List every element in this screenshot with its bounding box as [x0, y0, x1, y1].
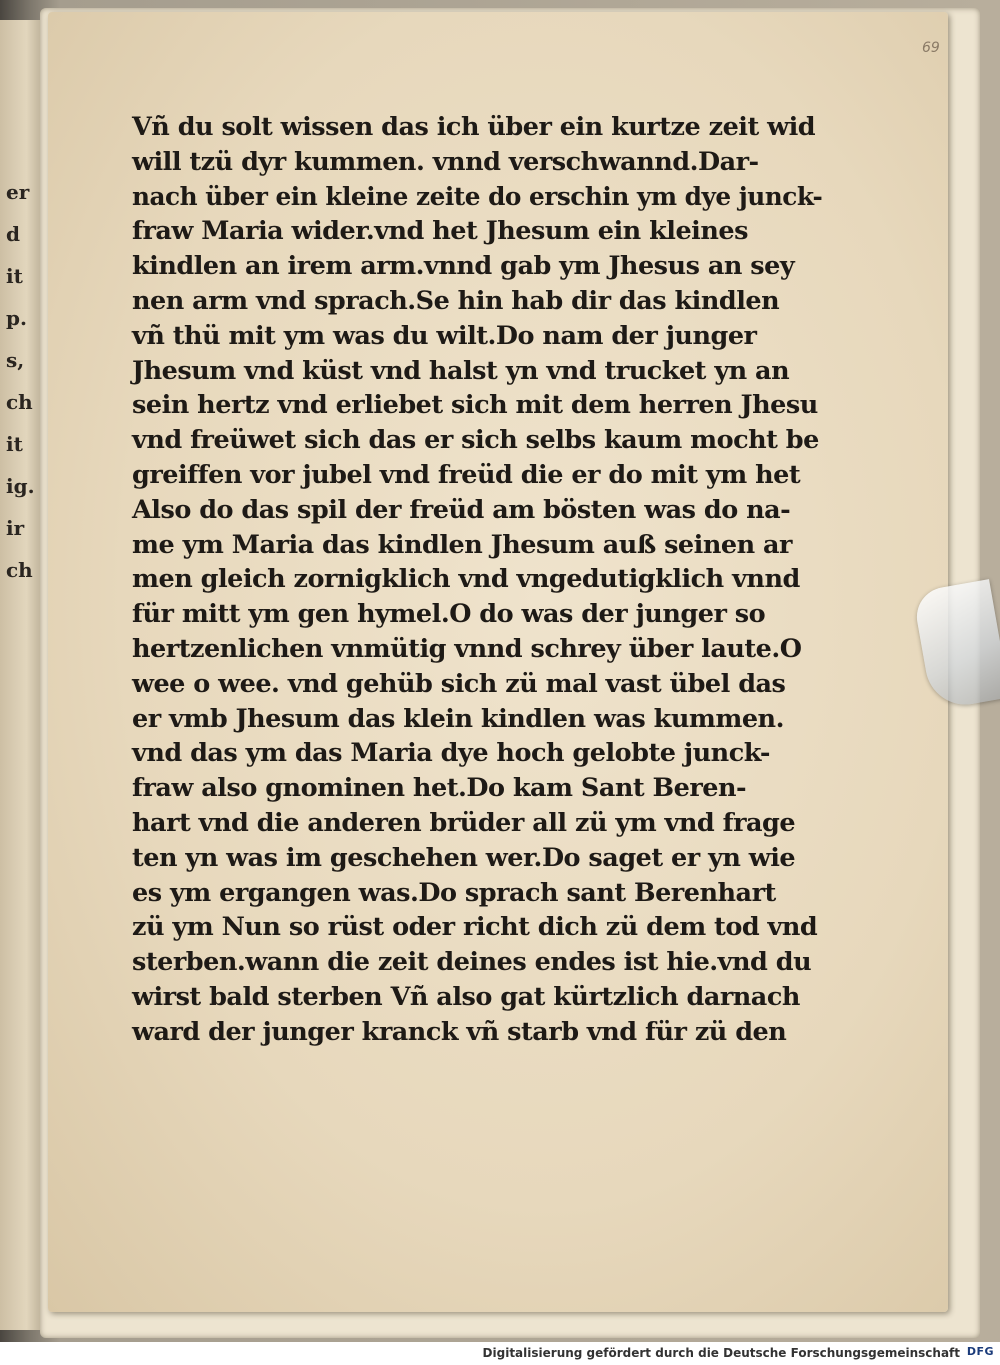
- dfg-logo: DFG: [966, 1345, 994, 1358]
- page-text: [132, 110, 822, 1050]
- text-line: vñ thü mit ym was du wilt.Do nam der junger: [132, 320, 757, 351]
- left-page-fragment: ch: [6, 558, 33, 582]
- text-line: Also do das spil der freüd am bösten was do na-: [132, 494, 791, 525]
- text-line: kindlen an irem arm.vnnd gab ym Jhesus an sey: [132, 251, 795, 282]
- text-line: greiffen vor jubel vnd freüd die er do mit ym het: [132, 459, 801, 490]
- text-line: nach über ein kleine zeite do erschin ym dye junck-: [132, 181, 823, 212]
- left-page-fragment: ig.: [6, 474, 35, 498]
- text-line: er vmb Jhesum das klein kindlen was kummen.: [132, 703, 784, 734]
- text-line: zü ym Nun so rüst oder richt dich zü dem tod vnd: [132, 912, 818, 943]
- funding-credit: Digitalisierung gefördert durch die Deutsche Forschungsgemeinschaft: [482, 1346, 960, 1360]
- folio-number: 69: [922, 40, 940, 56]
- text-line: nen arm vnd sprach.Se hin hab dir das kindlen: [132, 285, 780, 316]
- digitization-footer: [0, 1342, 1000, 1365]
- left-page-fragment: p.: [6, 306, 27, 330]
- text-line: sein hertz vnd erliebet sich mit dem herren Jhesu: [132, 390, 818, 421]
- left-page-fragment: d: [6, 222, 20, 246]
- left-page-fragment: it: [6, 432, 23, 456]
- text-line: fraw Maria wider.vnd het Jhesum ein kleines: [132, 216, 748, 247]
- text-line: vnd freüwet sich das er sich selbs kaum mocht be: [132, 425, 819, 456]
- left-page-fragment: ch: [6, 390, 33, 414]
- text-line: Vñ du solt wissen das ich über ein kurtze zeit wid: [132, 112, 816, 142]
- left-page-fragment: it: [6, 264, 23, 288]
- text-line: will tzü dyr kummen. vnnd verschwannd.Dar-: [132, 146, 759, 177]
- text-line: es ym ergangen was.Do sprach sant Berenhart: [132, 877, 776, 908]
- left-page-fragment: s,: [6, 348, 25, 372]
- text-line: wee o wee. vnd gehüb sich zü mal vast übel das: [132, 668, 786, 699]
- text-line: wirst bald sterben Vñ also gat kürtzlich darnach: [132, 981, 800, 1012]
- left-page-fragment: ir: [6, 516, 25, 540]
- text-line: sterben.wann die zeit deines endes ist hie.vnd du: [132, 947, 812, 978]
- text-line: hertzenlichen vnmütig vnnd schrey über laute.O: [132, 633, 802, 664]
- text-line: hart vnd die anderen brüder all zü ym vnd frage: [132, 807, 796, 838]
- text-line: ten yn was im geschehen wer.Do saget er yn wie: [132, 842, 796, 873]
- text-line: fraw also gnominen het.Do kam Sant Beren-: [132, 773, 747, 804]
- text-line: für mitt ym gen hymel.O do was der junger so: [132, 599, 766, 630]
- text-line: me ym Maria das kindlen Jhesum auß seinen ar: [132, 529, 792, 560]
- text-line: vnd das ym das Maria dye hoch gelobte junck-: [132, 738, 770, 769]
- text-line: ward der junger kranck vñ starb vnd für zü den: [132, 1016, 787, 1047]
- text-line: men gleich zornigklich vnd vngedutigklich vnnd: [132, 564, 800, 595]
- text-line: Jhesum vnd küst vnd halst yn vnd trucket yn an: [132, 355, 790, 386]
- left-page-fragment: er: [6, 180, 30, 204]
